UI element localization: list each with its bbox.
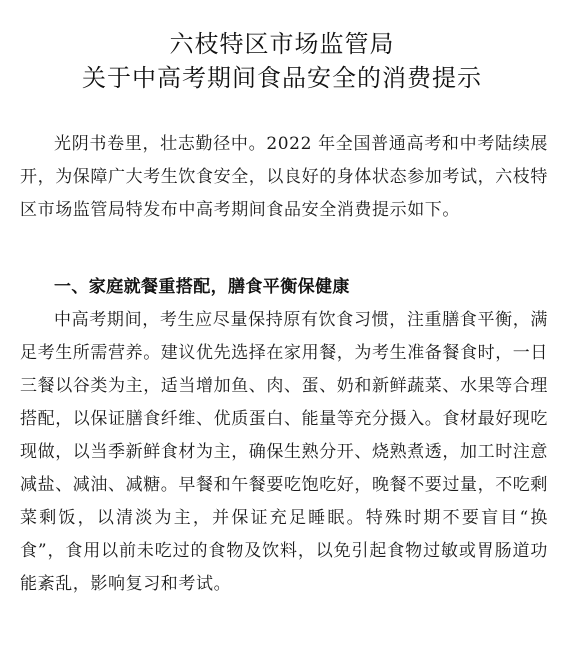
section-heading: 一、家庭就餐重搭配，膳食平衡保健康 — [54, 277, 350, 297]
section-paragraph: 中高考期间，考生应尽量保持原有饮食习惯，注重膳食平衡，满足考生所需营养。建议优先选择在家用餐，为考生准备餐食时，一日三餐以谷类为主，适当增加鱼、肉、蛋、奶和新鲜蔬菜、水果等合理搭配，以保证膳食纤维、优质蛋白、能量等充分摄入。食材最好现吃现做，以当季新鲜食材为主，确保生熟分开、烧熟煮透，加工时注意减盐、减油、减糖。早餐和午餐要吃饱吃好，晚餐不要过量，不吃剩菜剩饭，以清淡为主，并保证充足睡眠。特殊时期不要盲目“换食”，食用以前未吃过的食物及饮料，以免引起食物过敏或胃肠道功能紊乱，影响复习和考试。 — [20, 310, 548, 594]
intro-paragraph-block — [20, 128, 548, 227]
section-paragraph-block — [20, 304, 548, 601]
document-title-line1: 六枝特区市场监管局 — [169, 30, 395, 58]
document-title-line2: 关于中高考期间食品安全的消费提示 — [82, 64, 482, 92]
intro-paragraph: 光阴书卷里，壮志勤径中。2022 年全国普通高考和中考陆续展开，为保障广大考生饮食安全，以良好的身体状态参加考试，六枝特区市场监管局特发布中高考期间食品安全消费提示如下。 — [20, 134, 548, 220]
